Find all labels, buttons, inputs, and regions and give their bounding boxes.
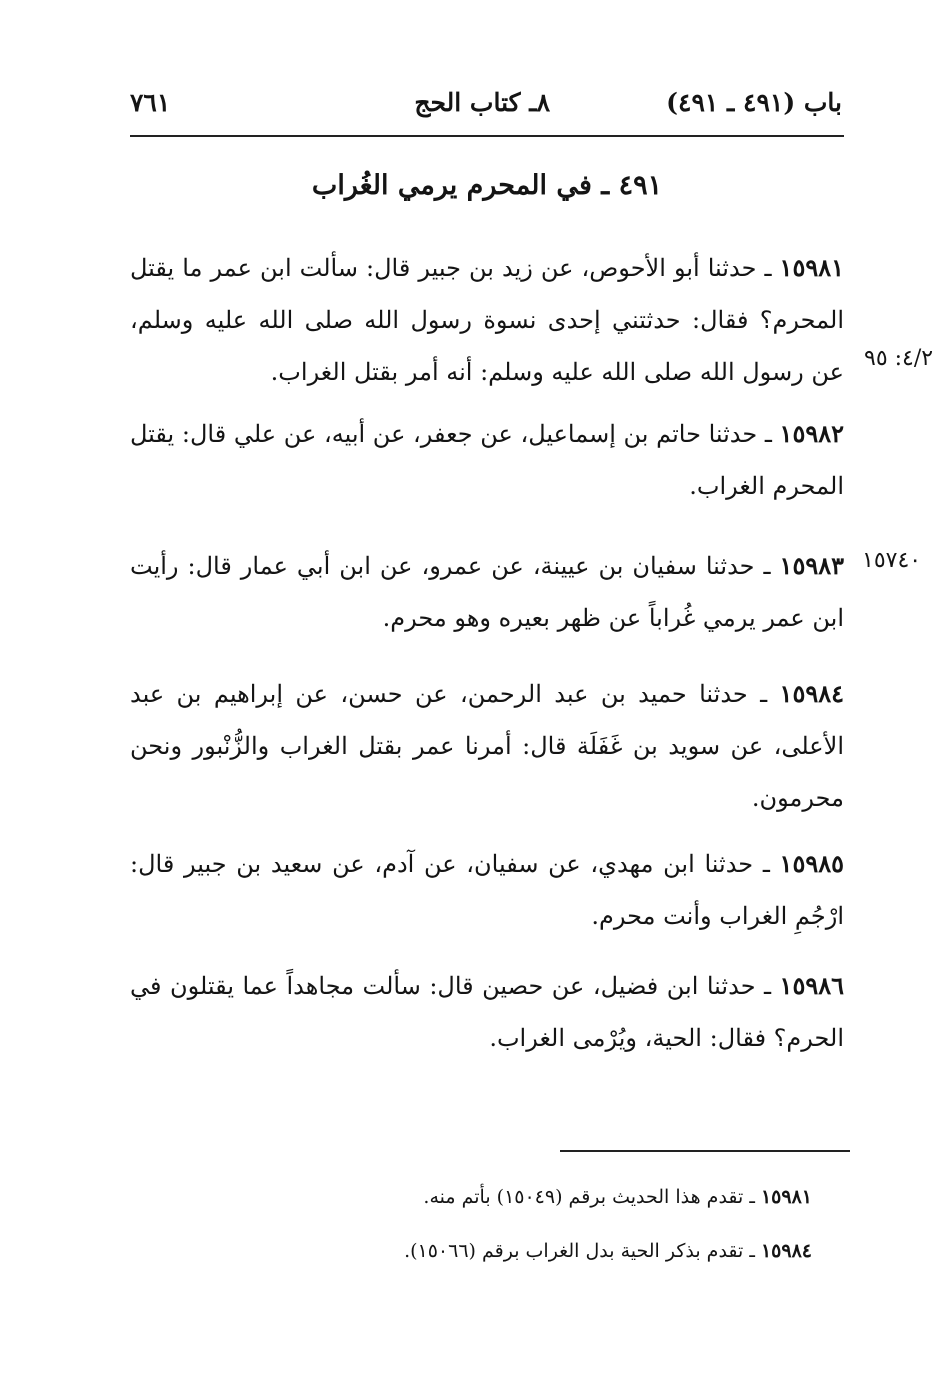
hadith-number: ١٥٩٨١ xyxy=(779,253,844,282)
footnote-number: ١٥٩٨١ xyxy=(760,1186,812,1208)
hadith-text: ـ حدثنا ابن فضيل، عن حصين قال: سألت مجاهداً عما يقتلون في الحرم؟ فقال: الحية، ويُرْمى الغراب. xyxy=(130,972,844,1052)
footnote xyxy=(300,1236,812,1266)
margin-reference-text: ١٥٧٤٠ xyxy=(862,548,922,573)
footnote-text: ـ تقدم هذا الحديث برقم (١٥٠٤٩) بأتم منه. xyxy=(423,1186,761,1208)
hadith-paragraph xyxy=(130,668,844,824)
hadith-paragraph xyxy=(130,408,844,512)
header-rule xyxy=(130,135,844,137)
hadith-number: ١٥٩٨٥ xyxy=(779,849,844,878)
hadith-text: ـ حدثنا ابن مهدي، عن سفيان، عن آدم، عن سعيد بن جبير قال: ارْجُمِ الغراب وأنت محرم. xyxy=(130,850,844,930)
hadith-number: ١٥٩٨٦ xyxy=(779,971,844,1000)
running-header xyxy=(130,84,842,128)
footnote-text: ـ تقدم بذكر الحية بدل الغراب برقم (١٥٠٦٦). xyxy=(404,1240,761,1262)
hadith-number: ١٥٩٨٣ xyxy=(779,551,844,580)
hadith-number: ١٥٩٨٢ xyxy=(779,419,844,448)
footnote-rule xyxy=(560,1150,850,1152)
hadith-paragraph xyxy=(130,540,844,644)
footnote xyxy=(300,1182,812,1212)
section-title: ٤٩١ ـ في المحرم يرمي الغُراب xyxy=(311,170,663,201)
hadith-text: ـ حدثنا حميد بن عبد الرحمن، عن حسن، عن إبراهيم بن عبد الأعلى، عن سويد بن غَفَلَة قال: أمرنا عمر بقتل الغراب والزُّنْبور ونحن محرمون. xyxy=(130,680,844,812)
margin-reference-text: ٤/٢: ٩٥ xyxy=(864,346,934,371)
hadith-number: ١٥٩٨٤ xyxy=(779,679,844,708)
header-book-title: ٨ـ كتاب الحج xyxy=(414,88,550,117)
header-chapter-range: باب (٤٩١ ـ ٤٩١) xyxy=(666,88,842,117)
hadith-paragraph xyxy=(130,242,844,398)
hadith-paragraph xyxy=(130,838,844,942)
margin-reference xyxy=(862,548,921,573)
hadith-text: ـ حدثنا حاتم بن إسماعيل، عن جعفر، عن أبيه، عن علي قال: يقتل المحرم الغراب. xyxy=(130,420,844,500)
hadith-text: ـ حدثنا أبو الأحوص، عن زيد بن جبير قال: سألت ابن عمر ما يقتل المحرم؟ فقال: حدثتني إحدى نسوة رسول الله صلى الله عليه وسلم، عن رسول الله صلى الله عليه وسلم: أنه أمر بقتل الغراب. xyxy=(130,254,844,386)
page-number: ٧٦١ xyxy=(130,88,171,117)
hadith-text: ـ حدثنا سفيان بن عيينة، عن عمرو، عن ابن أبي عمار قال: رأيت ابن عمر يرمي غُراباً عن ظهر بعيره وهو محرم. xyxy=(130,552,844,632)
hadith-paragraph xyxy=(130,960,844,1064)
footnote-number: ١٥٩٨٤ xyxy=(760,1240,812,1262)
